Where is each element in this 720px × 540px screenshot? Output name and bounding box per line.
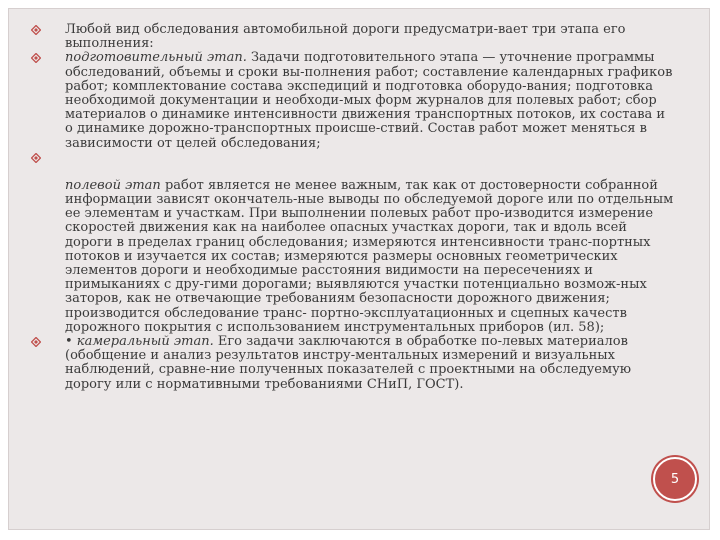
spacer	[9, 165, 709, 179]
bullet-item-lead: полевой этап	[65, 177, 161, 193]
slide-frame	[8, 8, 710, 530]
bullet-item-text: работ является не менее важным, так как от достоверности собранной информации зависят окончатель-ные выводы по обследуемой дороге или по отдельным ее элементам и участкам. При выполнении полевых работ про-изводится измерение скоростей движения как на наиболее опасных участках дороги, так и вдоль всей дороги в пределах границ обследования; измеряются интенсивности транс-портных потоков и изучается их состав; измеряются размеры основных геометрических элементов дороги и необходимые расстояния видимости на пересечениях и примыканиях с дру-гими дорогами; выявляются участки потенциально возмож-ных заторов, как не отвечающие требованиям безопасности дорожного движения; производится обследование транс- портно-эксплуатационных и сцепных качеств дорожного покрытия с использованием инструментальных приборов (ил. 58);	[65, 177, 674, 335]
bullet-item-text: Любой вид обследования автомобильной дороги предусматри-вает три этапа его выполнения:	[65, 22, 626, 52]
bullet-item-office	[9, 335, 709, 392]
bullet-item-field	[9, 179, 709, 335]
bullet-item-empty	[9, 151, 709, 165]
bullet-item-text: Его задачи заключаются в обработке по-левых материалов (обобщение и анализ результатов инстру-ментальных измерений и визуальных наблюдений, сравне-ние полученных показателей с проектными на обследуемую дорогу или с нормативными требованиями СНиП, ГОСТ).	[65, 334, 632, 392]
bullet-item-lead: • камеральный этап.	[65, 334, 214, 350]
diamond-bullet-icon	[31, 25, 41, 35]
diamond-bullet-icon	[31, 337, 41, 347]
bullet-item-intro	[9, 23, 709, 51]
bullet-item-preparatory	[9, 51, 709, 150]
page-number-badge: 5	[653, 457, 697, 501]
diamond-bullet-icon	[31, 153, 41, 163]
diamond-bullet-icon	[31, 53, 41, 63]
bullet-item-lead: подготовительный этап.	[65, 50, 247, 66]
bullet-item-text: Задачи подготовительного этапа — уточнение программы обследований, объемы и сроки вы-полнения работ; составление календарных графиков работ; комплектование состава экспедиций и подготовка оборудо-вания; подготовка необходимой документации и необходи-мых форм журналов для полевых работ; сбор материалов о динамике интенсивности движения транспортных потоков, их состава и о динамике дорожно-транспортных происше-ствий. Состав работ может меняться в зависимости от целей обследования;	[65, 50, 673, 151]
slide-content	[9, 23, 709, 392]
